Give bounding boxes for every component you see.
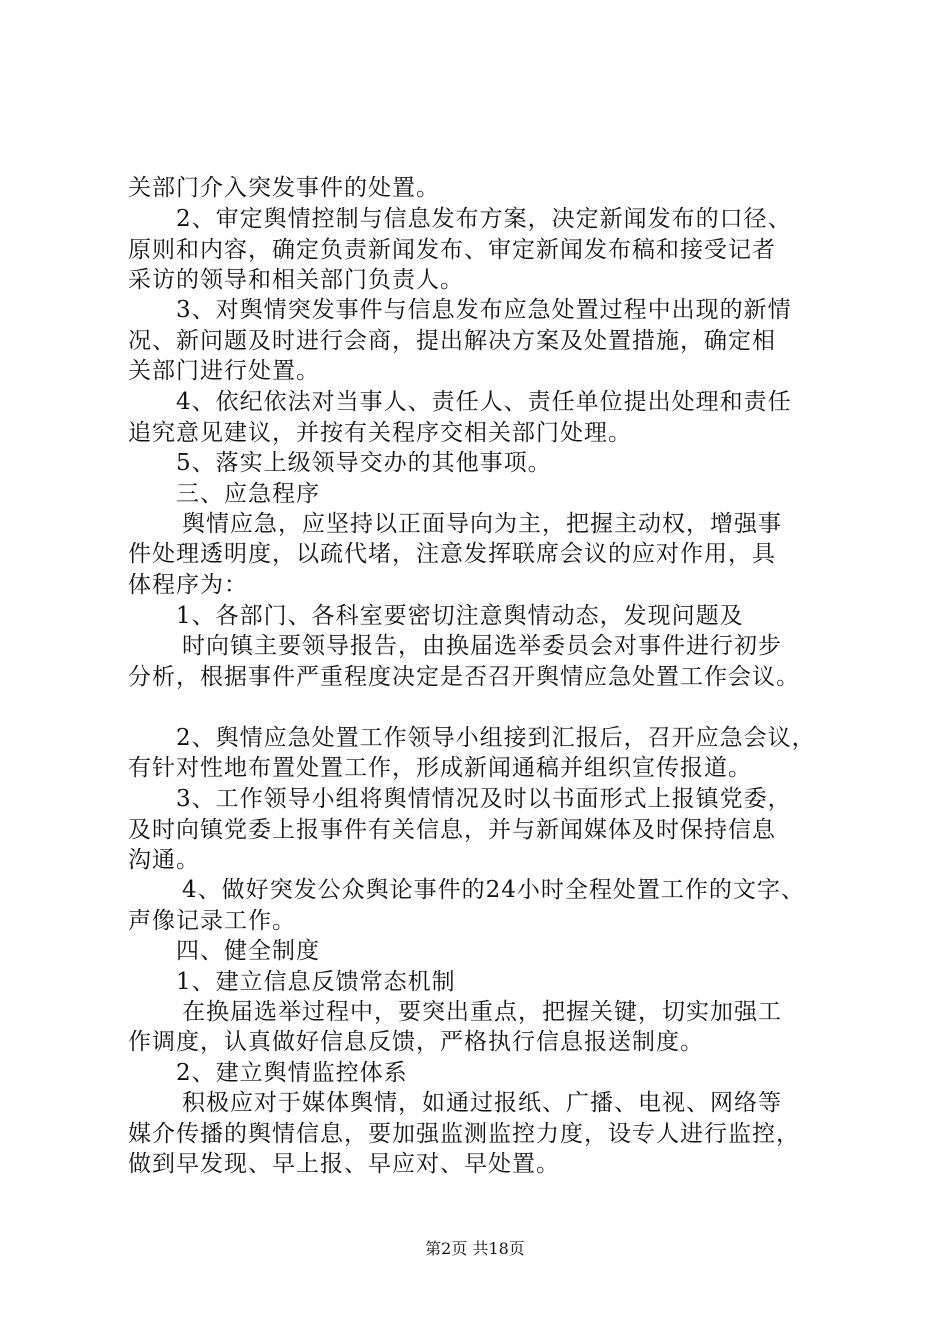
subsection-heading: 2、建立舆情监控体系 [176, 1060, 408, 1086]
body-line: 体程序为： [128, 572, 248, 598]
body-line: 及时向镇党委上报事件有关信息，并与新闻媒体及时保持信息 [128, 817, 776, 843]
body-line: 关部门介入突发事件的处置。 [128, 175, 440, 201]
body-line: 积极应对于媒体舆情，如通过报纸、广播、电视、网络等 [182, 1090, 782, 1116]
body-line: 分析，根据事件严重程度决定是否召开舆情应急处置工作会议。 [128, 664, 800, 690]
body-line: 2、舆情应急处置工作领导小组接到汇报后，召开应急会议， [176, 725, 816, 751]
body-line: 媒介传播的舆情信息，要加强监测监控力度，设专人进行监控， [128, 1121, 800, 1147]
body-line: 3、工作领导小组将舆情情况及时以书面形式上报镇党委， [176, 786, 792, 812]
body-line: 2、审定舆情控制与信息发布方案，决定新闻发布的口径、 [176, 206, 792, 232]
body-line: 在换届选举过程中，要突出重点，把握关键，切实加强工 [182, 999, 782, 1025]
body-line: 采访的领导和相关部门负责人。 [128, 267, 464, 293]
section-heading: 四、健全制度 [176, 938, 320, 964]
body-line: 关部门进行处置。 [128, 358, 320, 384]
body-line: 4、做好突发公众舆论事件的24小时全程处置工作的文字、 [182, 877, 805, 903]
body-line: 做到早发现、早上报、早应对、早处置。 [128, 1151, 560, 1177]
body-line: 有针对性地布置处置工作，形成新闻通稿并组织宣传报道。 [128, 755, 752, 781]
body-line: 沟通。 [128, 847, 200, 873]
body-line: 况、新问题及时进行会商，提出解决方案及处置措施，确定相 [128, 328, 776, 354]
body-line: 4、依纪依法对当事人、责任人、责任单位提出处理和责任 [176, 389, 792, 415]
page-footer: 第2页 共18页 [425, 1239, 525, 1258]
subsection-heading: 1、建立信息反馈常态机制 [176, 969, 456, 995]
body-line: 5、落实上级领导交办的其他事项。 [176, 450, 552, 476]
body-line: 原则和内容，确定负责新闻发布、审定新闻发布稿和接受记者 [128, 237, 776, 263]
body-line: 3、对舆情突发事件与信息发布应急处置过程中出现的新情 [176, 297, 792, 323]
body-line: 作调度，认真做好信息反馈，严格执行信息报送制度。 [128, 1029, 704, 1055]
body-line: 1、各部门、各科室要密切注意舆情动态，发现问题及 [176, 603, 744, 629]
body-line: 舆情应急，应坚持以正面导向为主，把握主动权，增强事 [182, 511, 782, 537]
body-line: 声像记录工作。 [128, 908, 296, 934]
section-heading: 三、应急程序 [176, 481, 320, 507]
body-line: 时向镇主要领导报告，由换届选举委员会对事件进行初步 [182, 633, 782, 659]
body-line: 追究意见建议，并按有关程序交相关部门处理。 [128, 420, 632, 446]
body-line: 件处理透明度，以疏代堵，注意发挥联席会议的应对作用，具 [128, 541, 776, 567]
